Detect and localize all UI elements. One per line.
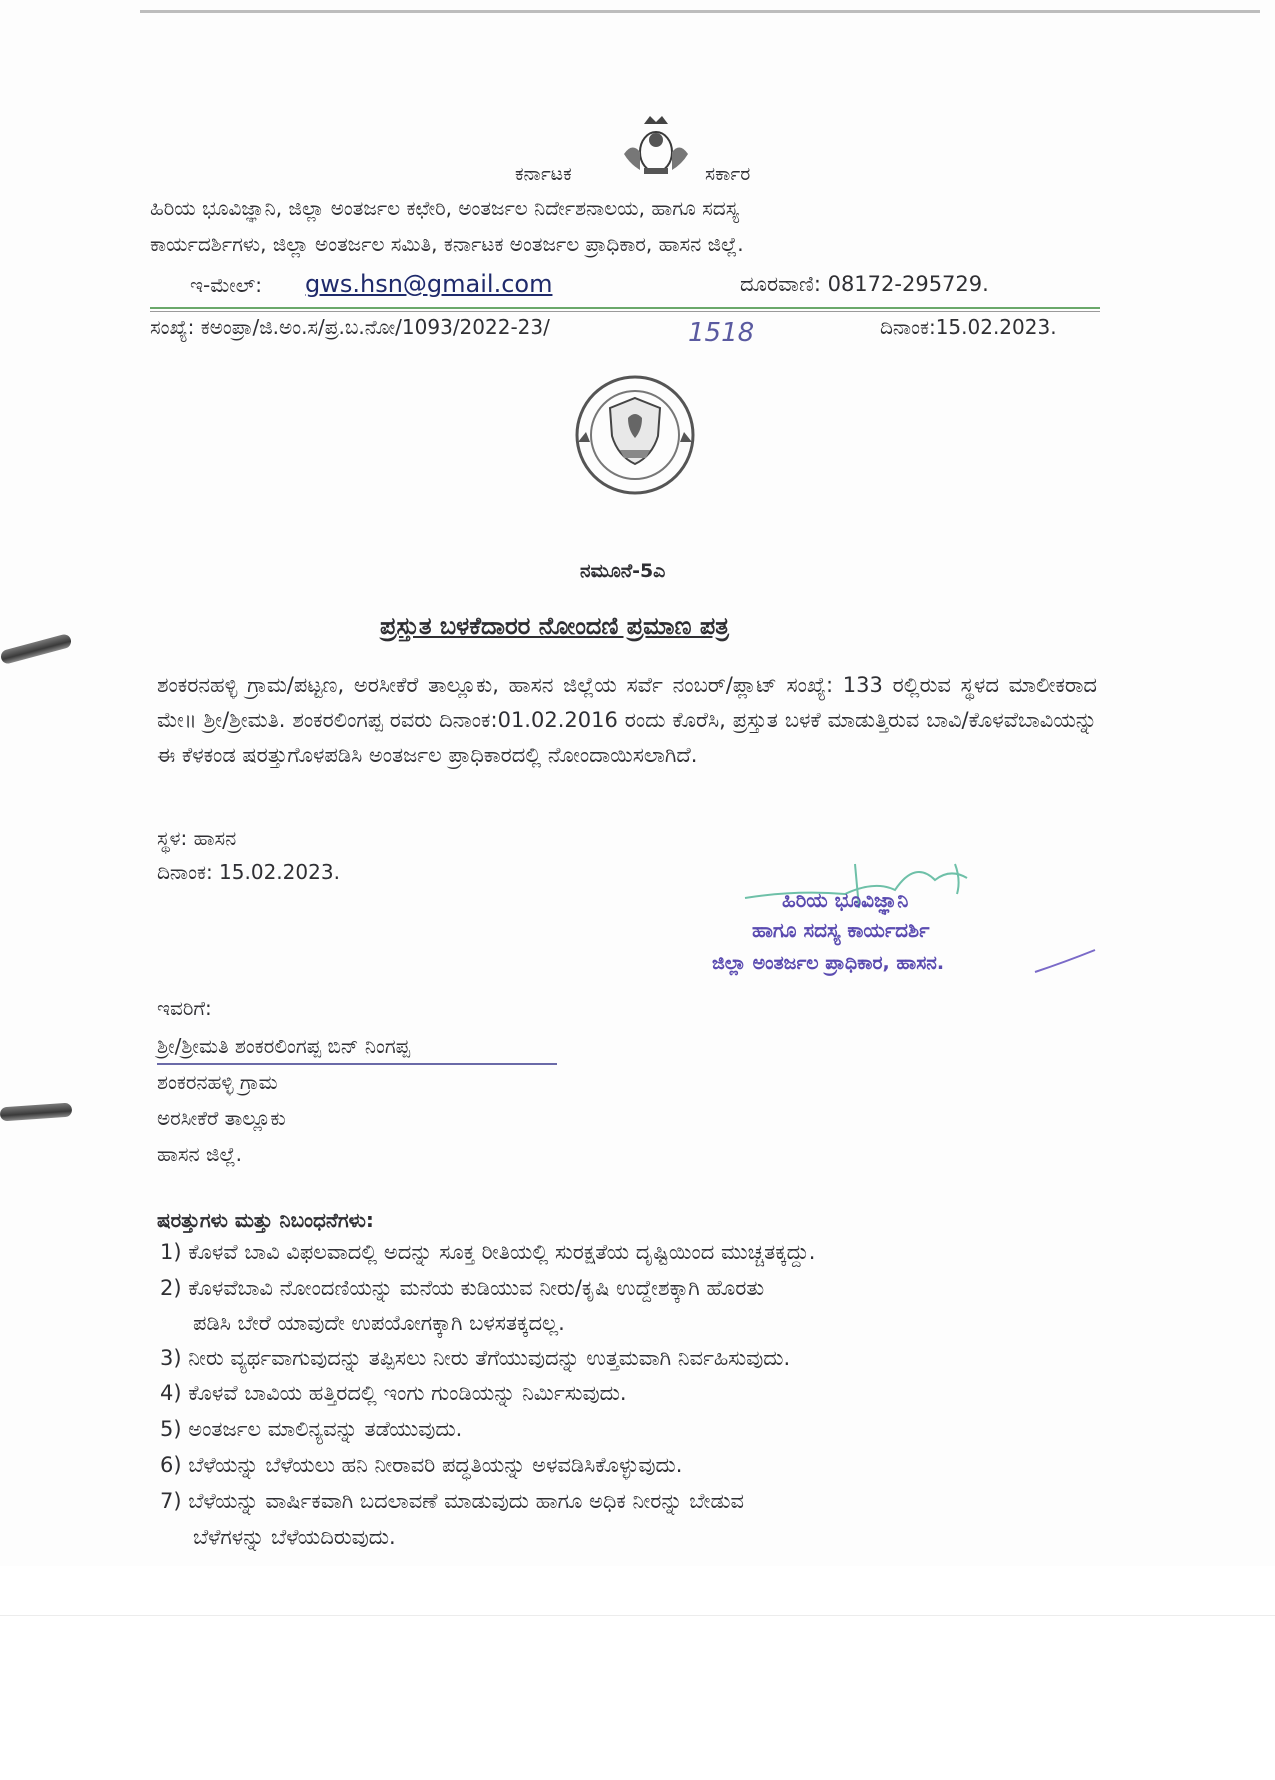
header-divider-shadow [150,311,1100,312]
letter-date: ದಿನಾಂಕ:15.02.2023. [880,315,1057,339]
header-sarkara: ಸರ್ಕಾರ [705,163,751,185]
blank-lower-margin [0,1566,1275,1780]
certificate-body: ಶಂಕರನಹಳ್ಳಿ ಗ್ರಾಮ/ಪಟ್ಟಣ, ಅರಸೀಕೆರೆ ತಾಲ್ಲೂಕು, ಹಾಸನ ಜಿಲ್ಲೆಯ ಸರ್ವೆ ನಂಬರ್/ಪ್ಲಾಟ್ ಸಂಖ್ಯೆ: 133 ರಲ್ಲಿರುವ ಸ್ಥಳದ ಮಾಲೀಕರಾದ ಮೇ॥ ಶ್ರೀ/ಶ್ರೀಮತಿ. ಶಂಕರಲಿಂಗಪ್ಪ ರವರು ದಿನಾಂಕ:01.02.2016 ರಂದು ಕೊರೆಸಿ, ಪ್ರಸ್ತುತ ಬಳಕೆ ಮಾಡುತ್ತಿರುವ ಬಾವಿ/ಕೊಳವೆಬಾವಿಯನ್ನು ಈ ಕೆಳಕಂಡ ಷರತ್ತುಗೊಳಪಡಿಸಿ ಅಂತರ್ಜಲ ಪ್ರಾಧಿಕಾರದಲ್ಲಿ ನೋಂದಾಯಿಸಲಾಗಿದೆ. [157,673,1097,767]
form-number: ನಮೂನೆ-5ಎ [580,560,666,582]
scan-artifact-line [0,1615,1275,1616]
groundwater-authority-seal-icon [572,372,698,498]
signatory-office: ಜಿಲ್ಲಾ ಅಂತರ್ಜಲ ಪ್ರಾಧಿಕಾರ, ಹಾಸನ. [712,952,945,974]
term-item: 5) ಅಂತರ್ಜಲ ಮಾಲಿನ್ಯವನ್ನು ತಡೆಯುವುದು. [160,1417,463,1441]
term-item: 6) ಬೆಳೆಯನ್ನು ಬೆಳೆಯಲು ಹನಿ ನೀರಾವರಿ ಪದ್ಧತಿಯನ್ನು ಅಳವಡಿಸಿಕೊಳ್ಳುವುದು. [160,1453,683,1477]
binder-ring-icon [0,1103,72,1122]
addressee-underline [157,1063,557,1065]
addressee-taluk: ಅರಸೀಕೆರೆ ತಾಲ್ಲೂಕು [157,1106,286,1130]
addressee-village: ಶಂಕರನಹಳ್ಳಿ ಗ್ರಾಮ [157,1070,278,1094]
certificate-title: ಪ್ರಸ್ತುತ ಬಳಕೆದಾರರ ನೋಂದಣಿ ಪ್ರಮಾಣ ಪತ್ರ [380,612,729,640]
binder-ring-icon [0,633,73,665]
term-item-continued: ಬೆಳೆಗಳನ್ನು ಬೆಳೆಯದಿರುವುದು. [193,1525,396,1549]
reference-handwritten-number: 1518 [688,318,755,348]
sign-date: ದಿನಾಂಕ: 15.02.2023. [157,860,340,884]
office-line-1: ಹಿರಿಯ ಭೂವಿಜ್ಞಾನಿ, ಜಿಲ್ಲಾ ಅಂತರ್ಜಲ ಕಛೇರಿ, ಅಂತರ್ಜಲ ನಿರ್ದೇಶನಾಲಯ, ಹಾಗೂ ಸದಸ್ಯ [150,196,740,220]
addressee-name: ಶ್ರೀ/ಶ್ರೀಮತಿ ಶಂಕರಲಿಂಗಪ್ಪ ಬಿನ್ ನಿಂಗಪ್ಪ [157,1034,411,1058]
phone-number: ದೂರವಾಣಿ: 08172-295729. [740,272,989,296]
header-karnataka: ಕರ್ನಾಟಕ [515,163,572,185]
karnataka-emblem-icon [606,112,706,180]
term-item: 1) ಕೊಳವೆ ಬಾವಿ ವಿಫಲವಾದಲ್ಲಿ ಅದನ್ನು ಸೂಕ್ತ ರೀತಿಯಲ್ಲಿ ಸುರಕ್ಷತೆಯ ದೃಷ್ಟಿಯಿಂದ ಮುಚ್ಚತಕ್ಕದ್ದು. [160,1240,816,1264]
term-item: 7) ಬೆಳೆಯನ್ನು ವಾರ್ಷಿಕವಾಗಿ ಬದಲಾವಣೆ ಮಾಡುವುದು ಹಾಗೂ ಅಧಿಕ ನೀರನ್ನು ಬೇಡುವ [160,1489,745,1513]
scan-top-edge [140,10,1260,13]
term-item: 2) ಕೊಳವೆಬಾವಿ ನೋಂದಣಿಯನ್ನು ಮನೆಯ ಕುಡಿಯುವ ನೀರು/ಕೃಷಿ ಉದ್ದೇಶಕ್ಕಾಗಿ ಹೊರತು [160,1276,765,1300]
place: ಸ್ಥಳ: ಹಾಸನ [157,826,237,850]
addressee-label: ಇವರಿಗೆ: [157,996,212,1020]
signatory-designation: ಹಿರಿಯ ಭೂವಿಜ್ಞಾನಿ [782,888,909,912]
office-line-2: ಕಾರ್ಯದರ್ಶಿಗಳು, ಜಿಲ್ಲಾ ಅಂತರ್ಜಲ ಸಮಿತಿ, ಕರ್ನಾಟಕ ಅಂತರ್ಜಲ ಪ್ರಾಧಿಕಾರ, ಹಾಸನ ಜಿಲ್ಲೆ. [150,232,744,256]
signatory-role: ಹಾಗೂ ಸದಸ್ಯ ಕಾರ್ಯದರ್ಶಿ [752,918,930,942]
email-link[interactable]: gws.hsn@gmail.com [305,270,553,298]
addressee-district: ಹಾಸನ ಜಿಲ್ಲೆ. [157,1142,242,1166]
header-divider [150,307,1100,309]
email-label: ಇ-ಮೇಲ್: [190,273,262,297]
reference-number: ಸಂಖ್ಯೆ: ಕಅಂಪ್ರಾ/ಜಿ.ಅಂ.ಸ/ಪ್ರ.ಬ.ನೋ/1093/2022-23/ [150,315,550,339]
term-item-continued: ಪಡಿಸಿ ಬೇರೆ ಯಾವುದೇ ಉಪಯೋಗಕ್ಕಾಗಿ ಬಳಸತಕ್ಕದಲ್ಲ. [193,1311,565,1335]
term-item: 4) ಕೊಳವೆ ಬಾವಿಯ ಹತ್ತಿರದಲ್ಲಿ ಇಂಗು ಗುಂಡಿಯನ್ನು ನಿರ್ಮಿಸುವುದು. [160,1381,627,1405]
term-item: 3) ನೀರು ವ್ಯರ್ಥವಾಗುವುದನ್ನು ತಪ್ಪಿಸಲು ನೀರು ತೆಗೆಯುವುದನ್ನು ಉತ್ತಮವಾಗಿ ನಿರ್ವಹಿಸುವುದು. [160,1346,791,1370]
terms-title: ಷರತ್ತುಗಳು ಮತ್ತು ನಿಬಂಧನೆಗಳು: [157,1208,374,1232]
